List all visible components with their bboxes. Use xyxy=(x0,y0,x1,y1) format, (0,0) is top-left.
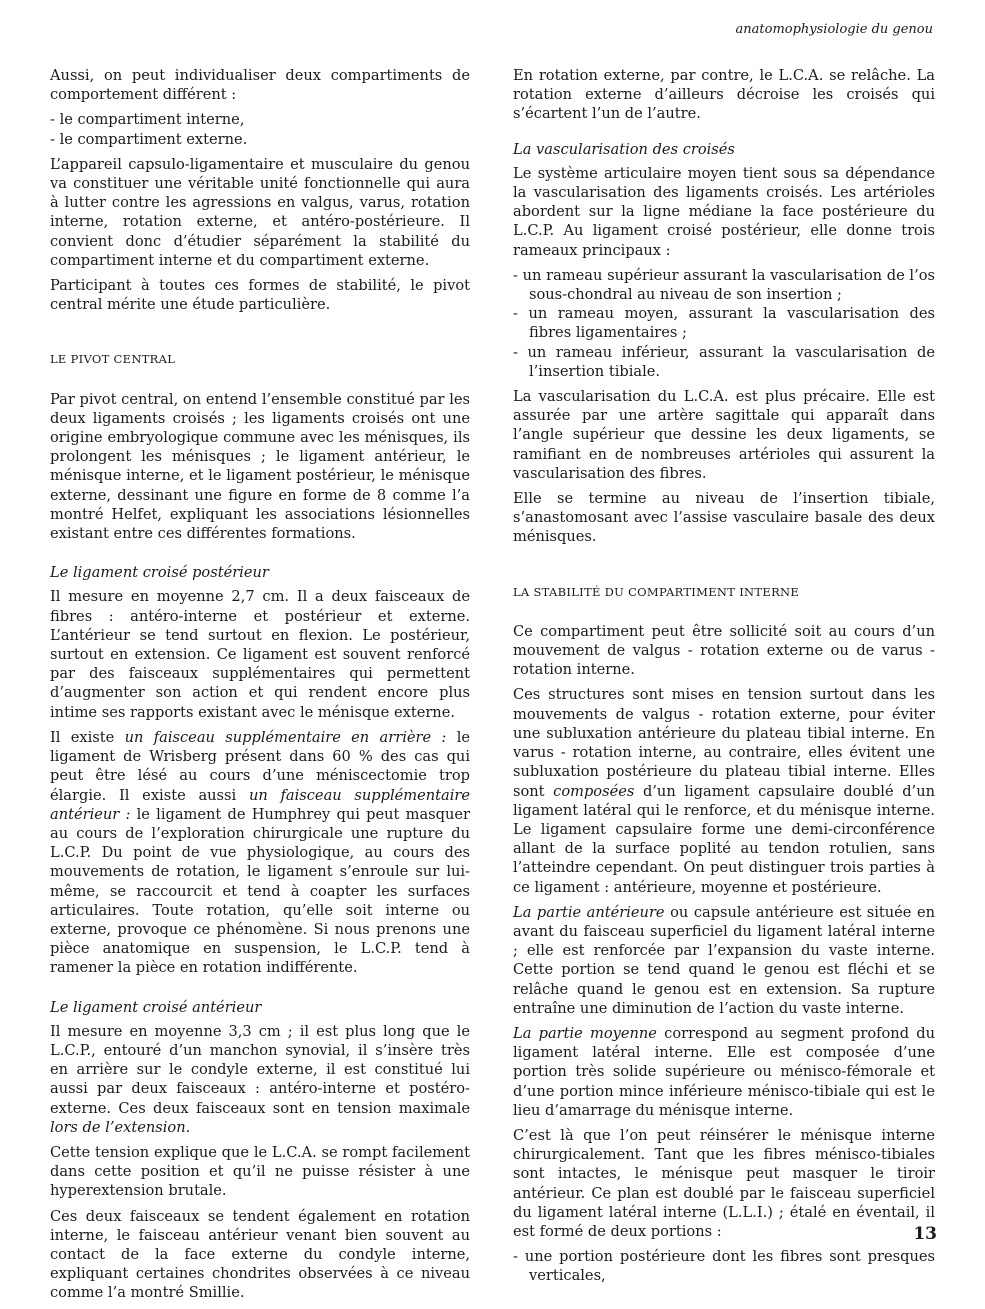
right-column xyxy=(513,66,935,1292)
paragraph: Ces structures sont mises en tension surtout dans les mouvements de valgus - rotation externe, pour éviter une subluxation antérieure du plateau tibial interne. En varus - rotation interne, au contraire, elles évitent une subluxation postérieure du plateau tibial interne. Elles sont composées d’un ligament capsulaire doublé d’un ligament latéral qui le renforce, et du ménisque interne. Le ligament capsulaire forme une demi-circonférence allant de la surface poplité au tendon rotulien, sans l’atteindre cependant. On peut distinguer trois parties à ce ligament : antérieure, moyenne et postérieure. xyxy=(513,686,935,896)
paragraph: Il mesure en moyenne 2,7 cm. Il a deux faisceaux de fibres : antéro-interne et postérieur et externe. L’antérieur se tend surtout en flexion. Le postérieur, surtout en extension. Ce ligament est souvent renforcé par des faisceaux supplémentaires qui permettent d’augmenter son action et qui rendent encore plus intime ses rapports existant avec le ménisque externe. xyxy=(50,588,470,721)
section-heading-pivot-central: LE PIVOT CENTRAL xyxy=(50,352,176,367)
left-column xyxy=(50,66,470,1309)
compartment-list xyxy=(50,110,470,148)
section-heading-stabilite: LA STABILITÉ DU COMPARTIMENT INTERNE xyxy=(513,584,800,599)
list-item: - un rameau supérieur assurant la vascularisation de l’os sous-chondral au niveau de son insertion ; xyxy=(513,266,935,304)
paragraph: C’est là que l’on peut réinsérer le ménisque interne chirurgicalement. Tant que les fibres ménisco-tibiales sont intactes, le ménisque peut masquer le tiroir antérieur. Ce plan est doublé par le faisceau superficiel du ligament latéral interne (L.L.I.) ; étalé en éventail, il est formé de deux portions : xyxy=(513,1126,935,1240)
rameaux-list xyxy=(513,266,935,381)
paragraph: La partie moyenne correspond au segment profond du ligament latéral interne. Elle est composée d’une portion très solide supérieure ou ménisco-fémorale et d’une portion mince inférieure ménisco-tibiale qui est le lieu d’amarrage du ménisque interne. xyxy=(513,1024,935,1119)
subheading-vascularisation: La vascularisation des croisés xyxy=(513,140,735,158)
paragraph: Il existe un faisceau supplémentaire en arrière : le ligament de Wrisberg présent dans 60 % des cas qui peut être lésé au cours d’une méniscectomie trop élargie. Il existe aussi un faisceau supplémentaire antérieur : le ligament de Humphrey qui peut masquer au cours de l’exploration chirurgicale une rupture du L.C.P. Du point de vue physiologique, au cours des mouvements de rotation, le ligament s’enroule sur lui-même, se raccourcit et tend à coapter les surfaces articulaires. Toute rotation, qu’elle soit interne ou externe, provoque ce phénomène. Si nous prenons une pièce anatomique en suspension, le L.C.P. tend à ramener la pièce en rotation indifférente. xyxy=(50,728,471,977)
paragraph: Participant à toutes ces formes de stabilité, le pivot central mérite une étude particulière. xyxy=(50,277,470,314)
portions-list xyxy=(513,1247,935,1285)
page-number: 13 xyxy=(913,1224,937,1244)
list-item: - le compartiment interne, xyxy=(50,111,245,129)
list-item: - une portion postérieure dont les fibres sont presques verticales, xyxy=(513,1248,935,1285)
paragraph: Il mesure en moyenne 3,3 cm ; il est plus long que le L.C.P., entouré d’un manchon synovial, il s’insère très en arrière sur le condyle externe, il est constitué lui aussi par deux faisceaux : antéro-interne et postéro-externe. Ces deux faisceaux sont en tension maximale lors de l’extension. xyxy=(50,1022,470,1136)
paragraph: La partie antérieure ou capsule antérieure est située en avant du faisceau superficiel du ligament latéral interne ; elle est renforcée par l’expansion du vaste interne. Cette portion se tend quand le genou est fléchi et se relâche quand le genou est en extension. Sa rupture entraîne une diminution de l’action du vaste interne. xyxy=(513,903,936,1017)
paragraph: Ces deux faisceaux se tendent également en rotation interne, le faisceau antérieur venant bien souvent au contact de la face externe du condyle interne, expliquant certaines chondrites observées à ce niveau comme l’a montré Smillie. xyxy=(50,1207,470,1302)
paragraph: Par pivot central, on entend l’ensemble constitué par les deux ligaments croisés ; les ligaments croisés ont une origine embryologique commune avec les ménisques, ils prolongent les ménisques ; le ligament antérieur, le ménisque interne, et le ligament postérieur, le ménisque externe, dessinant une figure en forme de 8 comme l’a montré Helfet, expliquant les associations lésionnelles existant entre ces différentes formations. xyxy=(50,390,470,543)
paragraph: Cette tension explique que le L.C.A. se rompt facilement dans cette position et qu’il ne puisse résister à une hyperextension brutale. xyxy=(50,1143,470,1200)
paragraph: Ce compartiment peut être sollicité soit au cours d’un mouvement de valgus - rotation externe ou de varus - rotation interne. xyxy=(513,622,935,679)
paragraph: En rotation externe, par contre, le L.C.A. se relâche. La rotation externe d’ailleurs décroise les croisés qui s’écartent l’un de l’autre. xyxy=(513,67,935,123)
subheading-lca: Le ligament croisé antérieur xyxy=(50,998,262,1016)
paragraph: Elle se termine au niveau de l’insertion tibiale, s’anastomosant avec l’assise vasculaire basale des deux ménisques. xyxy=(513,490,935,546)
running-header: anatomophysiologie du genou xyxy=(735,22,933,37)
subheading-lcp: Le ligament croisé postérieur xyxy=(50,564,269,582)
paragraph: L’appareil capsulo-ligamentaire et musculaire du genou va constituer une véritable unité fonctionnelle qui aura à lutter contre les agressions en valgus, varus, rotation interne, rotation externe, et antéro-postérieure. Il convient donc d’étudier séparément la stabilité du compartiment interne et du compartiment externe. xyxy=(50,155,470,269)
paragraph: Aussi, on peut individualiser deux compartiments de comportement différent : xyxy=(50,67,470,104)
paragraph: La vascularisation du L.C.A. est plus précaire. Elle est assurée par une artère sagittale qui apparaît dans l’angle supérieur que dessine les deux ligaments, se ramifiant en de nombreuses artérioles qui assurent la vascularisation des fibres. xyxy=(513,388,935,482)
list-item: - un rameau moyen, assurant la vascularisation des fibres ligamentaires ; xyxy=(513,305,935,342)
list-item: - un rameau inférieur, assurant la vascularisation de l’insertion tibiale. xyxy=(513,343,935,380)
paragraph: Le système articulaire moyen tient sous sa dépendance la vascularisation des ligaments croisés. Les artérioles abordent sur la ligne médiane la face postérieure du L.C.P. Au ligament croisé postérieur, elle donne trois rameaux principaux : xyxy=(513,164,935,259)
list-item: - le compartiment externe. xyxy=(50,130,248,148)
